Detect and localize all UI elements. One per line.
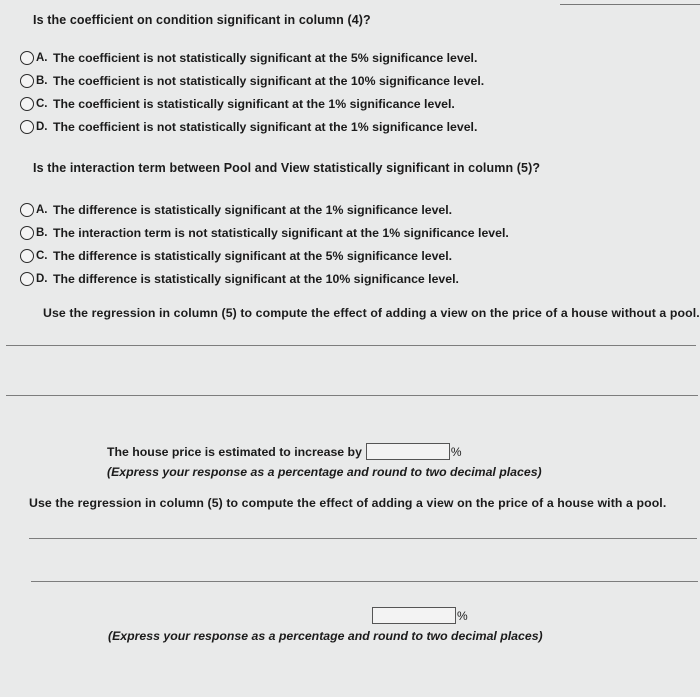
q5-option-a[interactable] (20, 199, 452, 221)
instruction-note: (Express your response as a percentage and round to two decimal places) (108, 629, 543, 643)
response-label: The house price is estimated to increase by (107, 444, 362, 459)
prompt-no-pool: Use the regression in column (5) to compute the effect of adding a view on the price of a house without a pool. (43, 306, 700, 320)
answer-input-with-pool[interactable] (372, 607, 456, 624)
q4-option-a[interactable] (20, 47, 477, 69)
divider (6, 345, 696, 346)
option-text: The interaction term is not statistically significant at the 1% significance level. (53, 226, 509, 240)
radio-icon[interactable] (20, 272, 34, 286)
option-letter: A. (36, 204, 48, 216)
option-letter: D. (36, 273, 48, 285)
percent-unit: % (450, 444, 462, 459)
prompt-with-pool: Use the regression in column (5) to compute the effect of adding a view on the price of a house with a pool. (29, 496, 667, 510)
radio-icon[interactable] (20, 97, 34, 111)
radio-icon[interactable] (20, 51, 34, 65)
option-text: The difference is statistically significant at the 10% significance level. (53, 272, 459, 286)
option-text: The coefficient is not statistically significant at the 10% significance level. (53, 74, 485, 88)
instruction-note: (Express your response as a percentage and round to two decimal places) (107, 465, 542, 479)
option-letter: C. (36, 98, 48, 110)
q4-option-c[interactable] (20, 93, 455, 115)
option-text: The coefficient is not statistically significant at the 1% significance level. (53, 120, 478, 134)
q5-option-b[interactable] (20, 222, 509, 244)
divider (6, 395, 698, 396)
option-letter: B. (36, 227, 48, 239)
radio-icon[interactable] (20, 226, 34, 240)
question-4-text: Is the coefficient on condition significant in column (4)? (33, 13, 371, 27)
radio-icon[interactable] (20, 249, 34, 263)
answer-input-no-pool[interactable] (366, 443, 450, 460)
option-letter: A. (36, 52, 48, 64)
divider (29, 538, 697, 539)
option-letter: D. (36, 121, 48, 133)
option-text: The coefficient is not statistically significant at the 5% significance level. (53, 51, 478, 65)
percent-unit: % (457, 608, 468, 623)
option-letter: C. (36, 250, 48, 262)
response-row-with-pool (368, 607, 468, 624)
response-row-no-pool (107, 443, 462, 460)
radio-icon[interactable] (20, 120, 34, 134)
question-5-text: Is the interaction term between Pool and View statistically significant in column (5)? (33, 161, 541, 175)
q5-option-d[interactable] (20, 268, 459, 290)
top-divider (560, 4, 700, 5)
radio-icon[interactable] (20, 203, 34, 217)
q4-option-b[interactable] (20, 70, 484, 92)
option-text: The coefficient is statistically significant at the 1% significance level. (53, 97, 455, 111)
q5-option-c[interactable] (20, 245, 452, 267)
radio-icon[interactable] (20, 74, 34, 88)
option-text: The difference is statistically significant at the 5% significance level. (53, 249, 453, 263)
q4-option-d[interactable] (20, 116, 477, 138)
option-letter: B. (36, 75, 48, 87)
divider (31, 581, 698, 582)
option-text: The difference is statistically significant at the 1% significance level. (53, 203, 453, 217)
